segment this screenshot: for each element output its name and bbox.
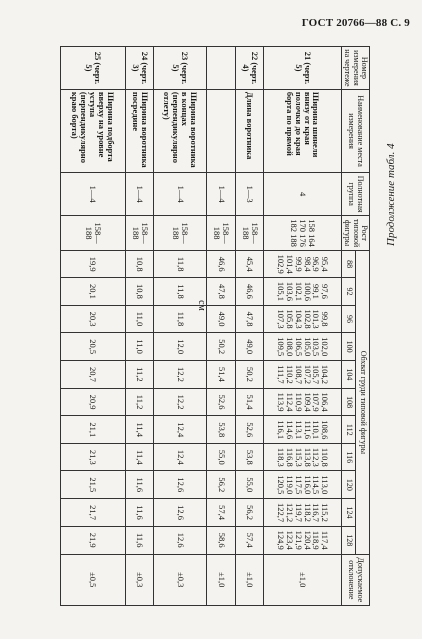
row-heights: 158—188 (60, 216, 125, 251)
row-value: 99,8 101,3 102,8 104,3 105,8 107,3 (264, 305, 341, 333)
row-value: 102,0 103,5 105,0 106,5 108,0 109,5 (264, 333, 341, 361)
row-number: 23 (черт. 5) (154, 47, 207, 90)
row-value: 11,6 (125, 526, 154, 554)
col-num: Номер измерения на чертеже (341, 47, 369, 90)
row-value: 11,4 (125, 416, 154, 444)
row-value: 12,6 (154, 471, 207, 499)
row-value: 11,8 (154, 278, 207, 305)
col-height: Рост типовой фигуры (341, 216, 369, 251)
row-value: 20,5 (60, 333, 125, 361)
row-value: 104,2 105,7 107,2 108,7 110,2 111,7 (264, 361, 341, 389)
col-group: Полнотная группа (341, 173, 369, 216)
row-value: 110,8 112,3 113,8 115,3 116,8 118,3 (264, 444, 341, 471)
row-number: 25 (черт. 5) (60, 47, 125, 90)
row-name: Длина воротника (235, 89, 264, 172)
row-group: 1—4 (154, 173, 207, 216)
chest-size-100: 100 (341, 333, 355, 361)
row-value: 97,6 99,1 100,6 102,1 103,6 105,1 (264, 278, 341, 305)
row-value: 55,0 (235, 471, 264, 499)
row-tolerance: ±0,3 (125, 554, 154, 605)
table-row (125, 47, 154, 606)
row-value: 115,2 116,7 118,2 119,7 121,2 122,7 (264, 499, 341, 527)
row-value: 113,0 114,5 116,0 117,5 119,0 120,5 (264, 471, 341, 499)
rotated-table-wrapper (65, 46, 370, 606)
row-value: 55,0 (207, 444, 236, 471)
row-group: 4 (264, 173, 341, 216)
chest-size-128: 128 (341, 526, 355, 554)
row-number: 22 (черт. 4) (235, 47, 264, 90)
row-group: 1—4 (207, 173, 236, 216)
table-row (60, 47, 125, 606)
row-value: 50,2 (235, 361, 264, 389)
col-chest: Обхват груди типовой фигуры (355, 251, 369, 555)
chest-size-104: 104 (341, 361, 355, 389)
row-heights: 158—188 (235, 216, 264, 251)
row-value: 20,9 (60, 388, 125, 416)
row-value: 57,4 (207, 499, 236, 527)
row-tolerance: ±0,3 (154, 554, 207, 605)
row-tolerance: ±1,0 (207, 554, 236, 605)
table-row (154, 47, 207, 606)
row-number: 24 (черт. 3) (125, 47, 154, 90)
row-value: 20,7 (60, 361, 125, 389)
row-heights: 158—188 (125, 216, 154, 251)
row-number: 21 (черт. 5) (264, 47, 341, 90)
table-row (235, 47, 264, 606)
row-value: 117,4 118,9 120,4 121,9 123,4 124,9 (264, 526, 341, 554)
row-value: 11,2 (125, 361, 154, 389)
row-value: 12,4 (154, 444, 207, 471)
chest-size-116: 116 (341, 444, 355, 471)
row-value: 52,6 (235, 416, 264, 444)
chest-size-108: 108 (341, 388, 355, 416)
row-value: 56,2 (207, 471, 236, 499)
row-value: 47,8 (235, 305, 264, 333)
col-tol: Допускаемое отклонение (341, 554, 369, 605)
row-value: 51,4 (207, 361, 236, 389)
chest-size-124: 124 (341, 499, 355, 527)
row-name: Ширина шинели внизу от края полочки до края борта по прямой (264, 89, 341, 172)
continuation-note: Продолжение табл. 4 (385, 143, 397, 246)
row-value: 21,3 (60, 444, 125, 471)
row-number (207, 47, 236, 90)
row-value: 11,8 (154, 305, 207, 333)
row-value: 45,4 (235, 251, 264, 278)
row-value: 12,6 (154, 526, 207, 554)
row-value: 50,2 (207, 333, 236, 361)
row-group: 1—4 (60, 173, 125, 216)
row-value: 106,4 107,9 109,4 110,9 112,4 113,9 (264, 388, 341, 416)
row-name: Ширина воротника в концах (перпендикулярно отлету) (154, 89, 207, 172)
row-value: 11,8 (154, 251, 207, 278)
row-value: 11,6 (125, 499, 154, 527)
row-value: 53,8 (207, 416, 236, 444)
row-value: 12,4 (154, 416, 207, 444)
row-tolerance: ±0,5 (60, 554, 125, 605)
row-value: 57,4 (235, 526, 264, 554)
row-value: 95,4 96,9 98,4 99,9 101,4 102,9 (264, 251, 341, 278)
row-value: 11,4 (125, 444, 154, 471)
row-value: 10,8 (125, 251, 154, 278)
chest-size-112: 112 (341, 416, 355, 444)
row-tolerance: ±1,0 (235, 554, 264, 605)
row-value: 108,6 110,1 111,6 113,1 114,6 116,1 (264, 416, 341, 444)
row-value: 12,2 (154, 361, 207, 389)
table-row (264, 47, 341, 606)
col-name: Наименование места измерения (341, 89, 369, 172)
row-value: 11,2 (125, 388, 154, 416)
unit-label: см (195, 300, 207, 311)
row-value: 12,2 (154, 388, 207, 416)
chest-size-88: 88 (341, 251, 355, 278)
row-value: 21,9 (60, 526, 125, 554)
row-value: 58,6 (207, 526, 236, 554)
row-value: 10,8 (125, 278, 154, 305)
row-value: 46,6 (207, 251, 236, 278)
row-value: 11,0 (125, 333, 154, 361)
page-header: ГОСТ 20766—88 С. 9 (301, 17, 410, 29)
row-value: 56,2 (235, 499, 264, 527)
row-heights: 158—188 (207, 216, 236, 251)
row-value: 12,0 (154, 333, 207, 361)
row-group: 1—4 (125, 173, 154, 216)
row-name: Ширина воротника посредине (125, 89, 154, 172)
chest-size-92: 92 (341, 278, 355, 305)
row-tolerance: ±1,0 (264, 554, 341, 605)
row-value: 49,0 (235, 333, 264, 361)
row-value: 11,0 (125, 305, 154, 333)
measurement-table (60, 46, 370, 606)
chest-size-96: 96 (341, 305, 355, 333)
row-value: 49,0 (207, 305, 236, 333)
row-value: 52,6 (207, 388, 236, 416)
row-value: 21,5 (60, 471, 125, 499)
row-value: 46,6 (235, 278, 264, 305)
table-body (60, 47, 341, 606)
row-value: 51,4 (235, 388, 264, 416)
table-row (207, 47, 236, 606)
row-value: 19,9 (60, 251, 125, 278)
row-name: Ширина подборта вверху на уровне уступа (перпендикулярно краю борта) (60, 89, 125, 172)
row-value: 11,6 (125, 471, 154, 499)
row-heights: 158 164 170 176 182 188 (264, 216, 341, 251)
row-value: 20,1 (60, 278, 125, 305)
row-name (207, 89, 236, 172)
row-value: 47,8 (207, 278, 236, 305)
row-value: 53,8 (235, 444, 264, 471)
row-group: 1—3 (235, 173, 264, 216)
row-value: 12,6 (154, 499, 207, 527)
chest-size-120: 120 (341, 471, 355, 499)
row-value: 21,7 (60, 499, 125, 527)
row-value: 21,1 (60, 416, 125, 444)
row-value: 20,3 (60, 305, 125, 333)
row-heights: 158—188 (154, 216, 207, 251)
